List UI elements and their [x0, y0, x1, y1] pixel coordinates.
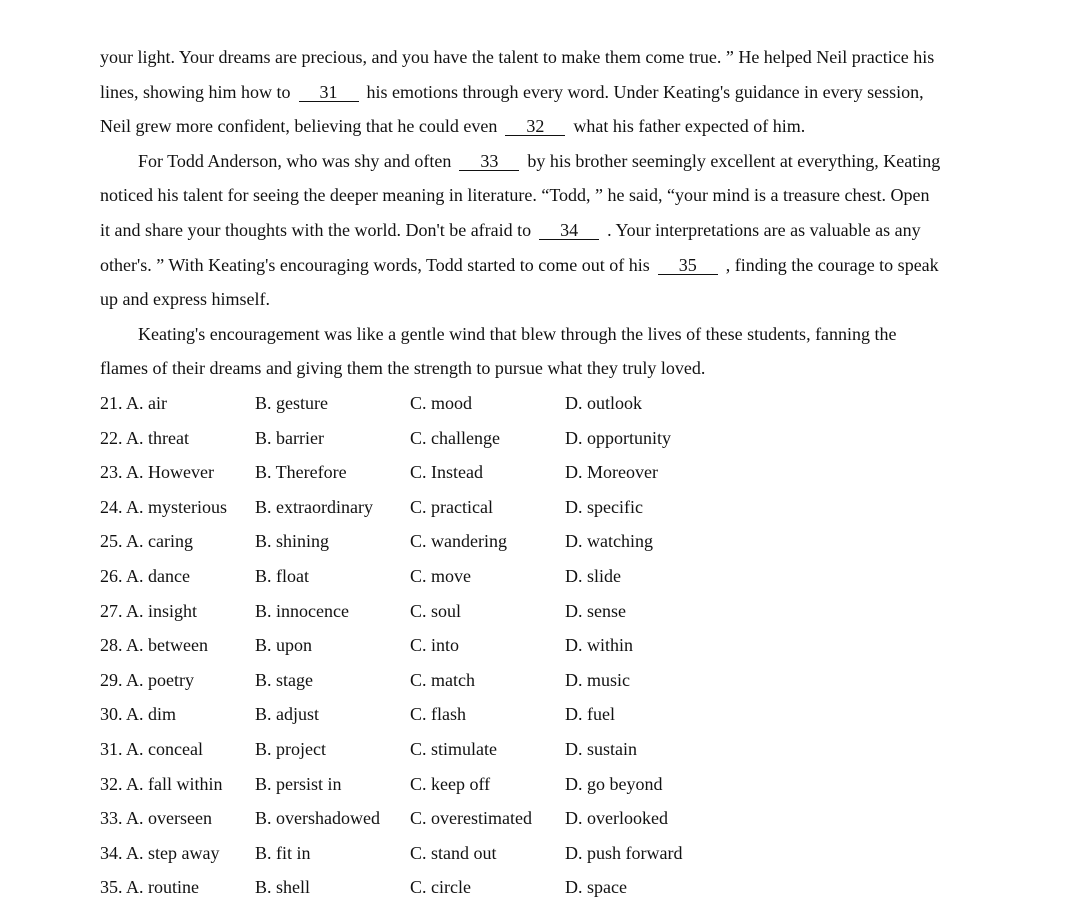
option-c: C. flash	[410, 704, 466, 725]
option-a: 35. A. routine	[100, 877, 199, 898]
option-b: B. fit in	[255, 842, 311, 863]
option-c: C. into	[410, 635, 460, 656]
option-c: C. challenge	[410, 427, 500, 448]
option-a: 30. A. dim	[100, 704, 177, 725]
blank-33: 33	[459, 152, 519, 171]
blank-35: 35	[658, 256, 718, 275]
option-c: C. soul	[410, 600, 462, 621]
option-b: B. gesture	[255, 393, 328, 413]
passage-text: your light. Your dreams are precious, and you have the talent to make them come true. ” He helped Neil practice his	[100, 47, 935, 67]
option-b: B. float	[255, 565, 309, 586]
option-b: B. shining	[255, 531, 330, 552]
option-a: 34. A. step away	[100, 842, 220, 863]
option-c: C. wandering	[410, 531, 507, 552]
option-d: D. outlook	[565, 393, 643, 413]
option-c: C. practical	[410, 496, 493, 517]
option-d: D. push forward	[565, 842, 683, 863]
answer-options	[100, 386, 1005, 905]
option-a: 25. A. caring	[100, 531, 193, 552]
question-row	[100, 594, 1005, 629]
question-row	[100, 697, 1005, 732]
passage-line	[100, 282, 1005, 317]
passage-text: his emotions through every word. Under Keating's guidance in every session,	[366, 81, 924, 102]
option-a: 22. A. threat	[100, 427, 189, 448]
passage-line	[100, 248, 1005, 283]
option-c: C. overestimated	[410, 808, 532, 829]
option-d: D. opportunity	[565, 427, 671, 448]
option-d: D. within	[565, 635, 634, 656]
question-row	[100, 490, 1005, 525]
option-d: D. fuel	[565, 704, 615, 725]
question-row	[100, 524, 1005, 559]
passage-line	[100, 317, 1005, 352]
question-row	[100, 801, 1005, 836]
passage-text: . Your interpretations are as valuable as any	[607, 219, 921, 240]
passage-text: up and express himself.	[100, 289, 270, 310]
option-c: C. keep off	[410, 773, 491, 794]
option-b: B. project	[255, 738, 326, 759]
option-a: 23. A. However	[100, 462, 214, 483]
option-d: D. specific	[565, 496, 643, 517]
passage-line	[100, 351, 1005, 386]
option-d: D. go beyond	[565, 773, 663, 794]
option-c: C. stimulate	[410, 738, 497, 759]
passage-line	[100, 75, 1005, 110]
question-row	[100, 628, 1005, 663]
option-b: B. stage	[255, 669, 313, 690]
option-c: C. move	[410, 565, 471, 586]
option-c: C. Instead	[410, 462, 483, 483]
option-c: C. stand out	[410, 842, 497, 863]
question-row	[100, 455, 1005, 490]
passage-text: Keating's encouragement was like a gentle wind that blew through the lives of these students, fanning the	[138, 323, 897, 344]
option-b: B. upon	[255, 635, 313, 656]
passage-text: noticed his talent for seeing the deeper meaning in literature. “Todd, ” he said, “your mind is a treasure chest. Open	[100, 185, 930, 206]
question-row	[100, 767, 1005, 802]
option-d: D. overlooked	[565, 808, 668, 829]
option-a: 33. A. overseen	[100, 808, 212, 829]
option-a: 29. A. poetry	[100, 669, 194, 690]
passage-line	[100, 40, 1005, 75]
blank-34: 34	[539, 221, 599, 240]
passage-line	[100, 144, 1005, 179]
option-b: B. Therefore	[255, 462, 347, 483]
option-a: 32. A. fall within	[100, 773, 223, 794]
option-d: D. slide	[565, 565, 621, 586]
option-a: 28. A. between	[100, 635, 208, 656]
passage-text: For Todd Anderson, who was shy and often	[138, 150, 452, 171]
option-b: B. shell	[255, 877, 311, 898]
passage-text: flames of their dreams and giving them the strength to pursue what they truly loved.	[100, 358, 706, 379]
option-d: D. watching	[565, 531, 653, 552]
blank-32: 32	[505, 117, 565, 136]
option-d: D. music	[565, 669, 630, 690]
option-b: B. persist in	[255, 773, 342, 794]
question-row	[100, 732, 1005, 767]
question-row	[100, 559, 1005, 594]
option-c: C. mood	[410, 393, 473, 413]
passage-text: it and share your thoughts with the world. Don't be afraid to	[100, 219, 532, 240]
option-b: B. overshadowed	[255, 808, 380, 829]
passage-text: what his father expected of him.	[573, 116, 806, 137]
option-d: D. space	[565, 877, 627, 898]
option-a: 24. A. mysterious	[100, 496, 228, 517]
option-b: B. adjust	[255, 704, 320, 725]
question-row	[100, 421, 1005, 456]
option-d: D. Moreover	[565, 462, 658, 483]
option-b: B. innocence	[255, 600, 349, 621]
question-row	[100, 386, 1005, 421]
passage-line	[100, 109, 1005, 144]
question-row	[100, 663, 1005, 698]
passage-line	[100, 213, 1005, 248]
passage-text: Neil grew more confident, believing that he could even	[100, 116, 498, 137]
question-row	[100, 836, 1005, 871]
option-c: C. circle	[410, 877, 471, 898]
option-c: C. match	[410, 669, 475, 690]
passage-text: other's. ” With Keating's encouraging words, Todd started to come out of his	[100, 254, 650, 275]
option-b: B. barrier	[255, 427, 324, 448]
option-d: D. sense	[565, 600, 626, 621]
passage	[100, 40, 1005, 386]
passage-text: lines, showing him how to	[100, 81, 291, 102]
passage-text: , finding the courage to speak	[725, 254, 939, 275]
passage-line	[100, 178, 1005, 213]
option-a: 31. A. conceal	[100, 738, 203, 759]
question-row	[100, 870, 1005, 905]
option-b: B. extraordinary	[255, 496, 373, 517]
passage-text: by his brother seemingly excellent at everything, Keating	[527, 150, 941, 171]
option-d: D. sustain	[565, 738, 637, 759]
option-a: 26. A. dance	[100, 565, 190, 586]
blank-31: 31	[299, 83, 359, 102]
option-a: 21. A. air	[100, 393, 167, 413]
option-a: 27. A. insight	[100, 600, 198, 621]
